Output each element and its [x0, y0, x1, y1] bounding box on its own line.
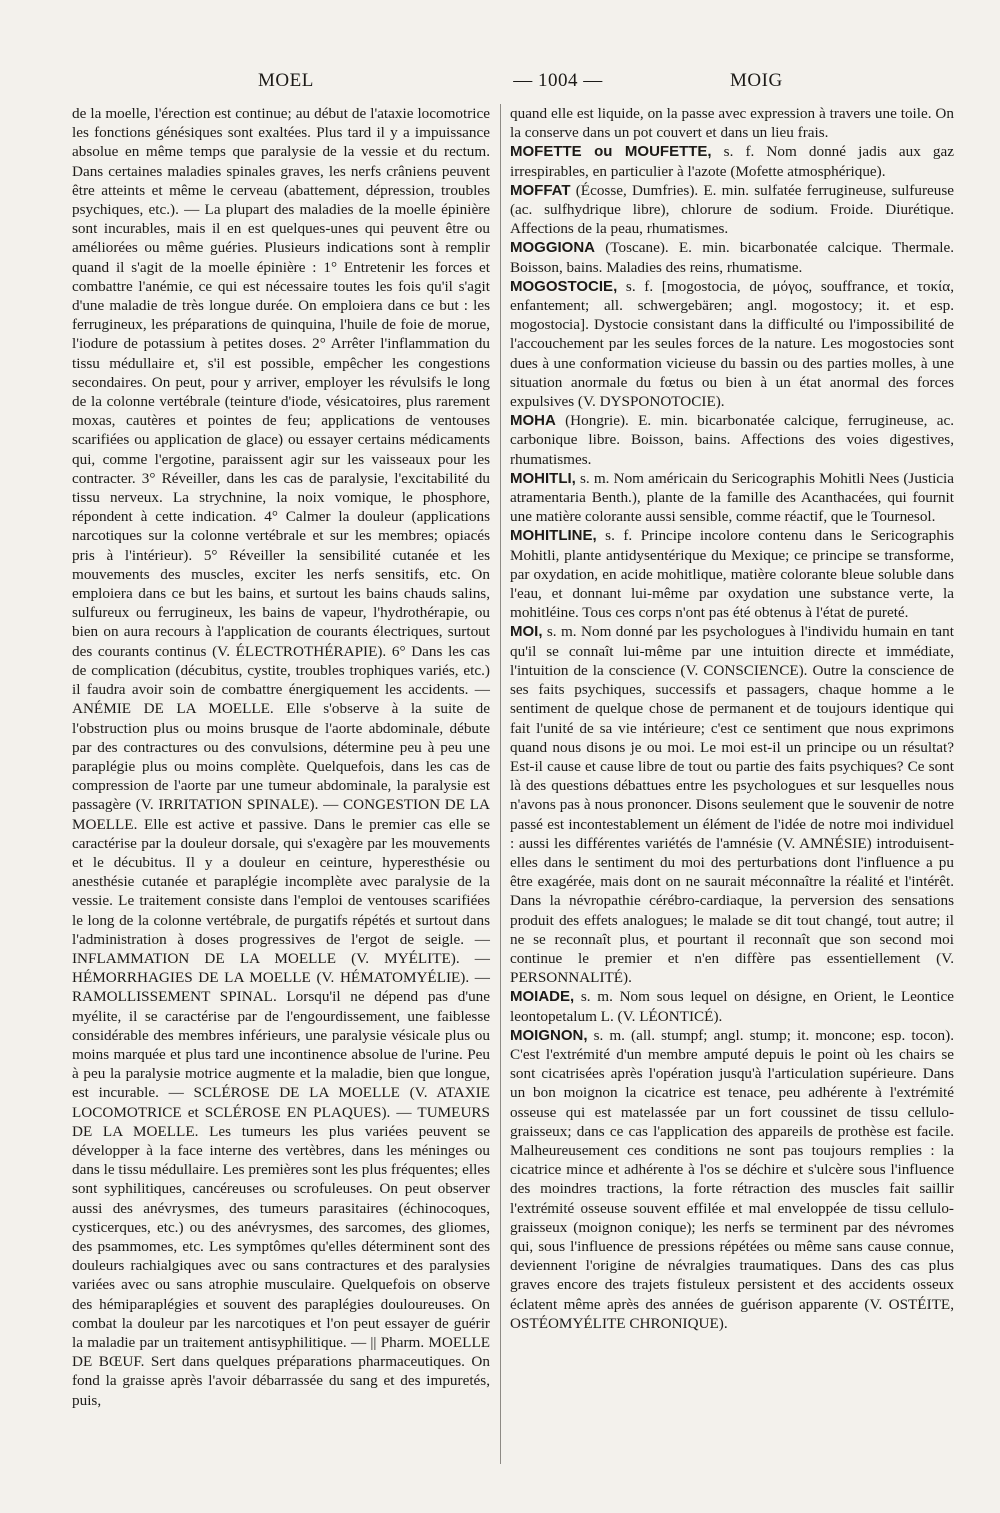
entry-mogostocie: [510, 277, 954, 411]
headword: MOGGIONA: [510, 239, 595, 257]
entry-mohitli: [510, 469, 954, 527]
entry-text: s. f. Principe incolore contenu dans le Sericographis Mohitli, plante antidysentérique du Mexique; ce principe se transforme, par oxydation, en acide mohitlique, matière colorante bleue soluble dans l'eau, et donnant lui-même par oxydation une substance verte, la mohitléine. Tous ces corps n'ont pas été obtenus à l'état de pureté.: [510, 527, 954, 622]
page-number: — 1004 —: [513, 70, 603, 91]
entry-text: (Écosse, Dumfries). E. min. sulfatée ferrugineuse, sulfureuse (ac. sulfhydrique libre), chlorure de sodium. Froide. Diurétique. Affections de la peau, rhumatismes.: [510, 181, 954, 238]
headword: MOGOSTOCIE,: [510, 277, 618, 295]
entry-text: s. m. (all. stumpf; angl. stump; it. moncone; esp. tocon). C'est l'extrémité d'un membre amputé depuis le point où les chairs se sont cicatrisées après l'opération jusqu'à l'articulation supérieure. Dans un bon moignon la cicatrice est tenace, peu adhérente à l'extrémité osseuse qui est matelassée par un fort coussinet de tissu cellulo-graisseux; dans ce cas l'application des appareils de prothèse est facile. Malheureusement ces conditions ne sont pas toujours remplies : la cicatrice mince et adhérente à l'os se déchire et s'ulcère sous l'influence des moindres tractions, la forte rétraction des muscles fait saillir l'extrémité osseuse souvent effilée et mal enveloppée de tissu cellulo-graisseux (moignon conique); les nerfs se terminent par des névromes qui, sous l'influence de pressions répétées ou même sans cause connue, deviennent l'origine de névralgies traumatiques. Dans des cas plus graves encore des trajets fistuleux persistent et des accidents osseux éclatent même après des années de guérison apparente (V. OSTÉITE, OSTÉOMYÉLITE CHRONIQUE).: [510, 1026, 954, 1332]
entry-text: s. f. [mogostocia, de μόγος, souffrance, et τοκία, enfantement; all. schwergebären; angl. mogostocy; it. et esp. mogostocia]. Dystocie consistant dans la difficulté ou l'impossibilité de l'accouchement par les seules forces de la nature. Les mogostocies sont dues à une conformation vicieuse du bassin ou des parties molles, à une situation anormale du fœtus ou bien à un état anormal des forces expulsives (V. DYSPONOTOCIE).: [510, 277, 954, 411]
continuation-text: quand elle est liquide, on la passe avec expression à travers une toile. On la conserve dans un pot couvert et dans un lieu frais.: [510, 105, 954, 142]
entry-text: s. m. Nom américain du Sericographis Mohitli Nees (Justicia atramentaria Benth.), plante de la famille des Acanthacées, qui fournit une matière colorante aussi sensible, comme réactif, que le Tournesol.: [510, 469, 954, 526]
entry-text: (Hongrie). E. min. bicarbonatée calcique, ferrugineuse, ac. carbonique libre. Boisson, bains. Affections des voies digestives, rhumatismes.: [510, 412, 954, 468]
headword: MOIGNON,: [510, 1026, 588, 1044]
entry-text: s. m. Nom donné par les psychologues à l'individu humain en tant qu'il se connaît lui-même par une intuition directe et immédiate, l'intuition de la conscience (V. CONSCIENCE). Outre la conscience de ses faits psychiques, successifs et passagers, chaque homme a le sentiment de quelque chose de permanent et de toujours identique qui fait l'unité de sa vie intérieure; c'est ce sentiment que nous exprimons quand nous disons je ou moi. Le moi est-il un principe ou un résultat? Est-il cause et cause libre de tout ou partie des faits psychiques? Ce sont là des questions débattues entre les psychologues et sur lesquelles nous n'avons pas à nous prononcer. Disons seulement que le souvenir de notre passé est incontestablement un élément de l'idée de notre moi individuel : aussi les différentes variétés de l'amnésie (V. AMNÉSIE) introduisent-elles dans le sentiment du moi des perturbations dont l'influence a pu être exagérée, mais dont on ne saurait méconnaître la réalité et l'intérêt. Dans la névropathie cérébro-cardiaque, la perversion des sensations produit des effets analogues; le malade se dit tout changé, tout autre; il ne se reconnaît plus, et pourtant il reconnaît que son second moi continue le premier et n'en diffère pas essentiellement (V. PERSONNALITÉ).: [510, 623, 954, 987]
left-column-text: de la moelle, l'érection est continue; au début de l'ataxie locomotrice les fonctions génésiques sont exaltées. Plus tard il y a impuissance absolue en même temps que paralysie de la vessie et du rectum. Dans certaines maladies spinales graves, les nerfs crâniens peuvent être atteints et même le cerveau (abattement, dépression, troubles psychiques, etc.). — La plupart des maladies de la moelle épinière sont incurables, mais il en est quelques-unes qui peuvent être ou améliorées ou même guéries. Plusieurs indications sont à remplir quand il s'agit de la moelle épinière : 1° Entretenir les forces et combattre l'anémie, ce qui est nécessaire toutes les fois qu'il s'agit d'une maladie de très longue durée. On emploiera dans ce but : les ferrugineux, les préparations de quinquina, l'huile de foie de morue, l'iodure de potassium à petites doses. 2° Arrêter l'inflammation du tissu médullaire et, s'il est possible, empêcher les congestions secondaires. On peut, pour y arriver, employer les révulsifs le long de la colonne vertébrale (teinture d'iode, vésicatoires, plus rarement moxas, cautères et pointes de feu; applications de ventouses scarifiées ou application de glace) ou essayer certains médicaments qui, comme l'ergotine, paraissent agir sur les vaisseaux pour les contracter. 3° Réveiller, dans les cas de paralysie, l'excitabilité du tissu nerveux. La strychnine, la noix vomique, le phosphore, répondent à cette indication. 4° Calmer la douleur (applications narcotiques sur la colonne vertébrale et sur les membres; opiacés pris à l'intérieur). 5° Réveiller la sensibilité cutanée et les mouvements des muscles, exciter les nerfs sensitifs, etc. On emploiera dans ce but les bains, et surtout les bains chauds salins, sulfureux ou ferrugineux, les bains de vapeur, l'hydrothérapie, ou bien on aura recours à l'application de courants électriques, surtout des courants continus (V. ÉLECTROTHÉRAPIE). 6° Dans les cas de complication (décubitus, cystite, troubles trophiques variés, etc.) il faudra avoir soin de combattre énergiquement les accidents. — ANÉMIE DE LA MOELLE. Elle s'observe à la suite de l'obstruction plus ou moins brusque de l'aorte abdominale, débute par des contractures ou des convulsions, détermine peu à peu une paraplégie plus ou moins complète. Quelquefois, dans les cas de compression de l'aorte par une tumeur abdominale, la paralysie est passagère (V. IRRITATION SPINALE). — CONGESTION DE LA MOELLE. Elle est active et passive. Dans le premier cas elle se caractérise par la douleur dorsale, qui s'exagère par les mouvements et le décubitus. Il y a douleur en ceinture, hyperesthésie ou anesthésie cutanée et paraplégie incomplète avec paralysie de la vessie. Le traitement consiste dans l'emploi de ventouses scarifiées le long de la colonne vertébrale, de purgatifs répétés et surtout dans l'administration à doses progressives de l'ergot de seigle. — INFLAMMATION DE LA MOELLE (V. MYÉLITE). — HÉMORRHAGIES DE LA MOELLE (V. HÉMATOMYÉLIE). — RAMOLLISSEMENT SPINAL. Lorsqu'il ne dépend pas d'une myélite, il se caractérise par de l'engourdissement, une faiblesse considérable des membres inférieurs, une paralysie vésicale plus ou moins marquée et plus tard une incontinence absolue de l'urine. Peu à peu la paralysie motrice augmente et la maladie, bien que longue, est incurable. — SCLÉROSE DE LA MOELLE (V. ATAXIE LOCOMOTRICE et SCLÉROSE EN PLAQUES). — TUMEURS DE LA MOELLE. Les tumeurs les plus variées peuvent se développer à la face interne des vertèbres, dans les méninges ou dans le tissu médullaire. Les premières sont les plus fréquentes; elles sont syphilitiques, cancéreuses ou scrofuleuses. On peut observer aussi des anévrysmes, des tumeurs parasitaires (échinocoques, cysticerques, etc.) ou des anévrysmes, des sarcomes, des gliomes, des psammomes, etc. Les symptômes qu'elles déterminent sont des douleurs rachialgiques avec ou sans contractures et des paralysies variées avec ou sans atrophie musculaire. Quelquefois on observe des hémiparaplégies et souvent des paraplégies douloureuses. On combat la douleur par les narcotiques et l'on peut essayer de guérir la maladie par un traitement antisyphilitique. — || Pharm. MOELLE DE BŒUF. Sert dans quelques préparations pharmaceutiques. On fond la graisse après l'avoir débarrassée du sang et des impuretés, puis,: [72, 105, 490, 1409]
headword: MOFFAT: [510, 181, 571, 199]
entry-text: s. m. Nom sous lequel on désigne, en Orient, le Leontice leontopetalum L. (V. LÉONTICÉ).: [510, 988, 954, 1025]
entry-mohitline: [510, 526, 954, 622]
headword: MOIADE,: [510, 988, 575, 1006]
headword: MOHA: [510, 412, 556, 430]
entry-moggiona: [510, 238, 954, 276]
headword: MOI,: [510, 623, 543, 641]
entry-moignon: [510, 1026, 954, 1333]
headword: MOFETTE ou MOUFETTE,: [510, 143, 712, 161]
right-column: [510, 104, 954, 1333]
left-column: [72, 104, 490, 1410]
entry-text: s. f. Nom donné jadis aux gaz irrespirables, en particulier à l'azote (Mofette atmosphérique).: [510, 143, 954, 180]
header-right-guideword: MOIG: [730, 70, 783, 91]
entry-mofette: [510, 142, 954, 180]
running-head: [60, 70, 960, 100]
header-left-guideword: MOEL: [258, 70, 314, 91]
entry-moffat: [510, 181, 954, 239]
entry-text: (Toscane). E. min. bicarbonatée calcique. Thermale. Boisson, bains. Maladies des reins, rhumatisme.: [510, 239, 954, 276]
headword: MOHITLINE,: [510, 527, 597, 545]
column-rule: [500, 104, 501, 1464]
headword: MOHITLI,: [510, 469, 576, 487]
entry-moi: [510, 622, 954, 987]
entry-moiade: [510, 987, 954, 1025]
entry-moha: [510, 411, 954, 469]
